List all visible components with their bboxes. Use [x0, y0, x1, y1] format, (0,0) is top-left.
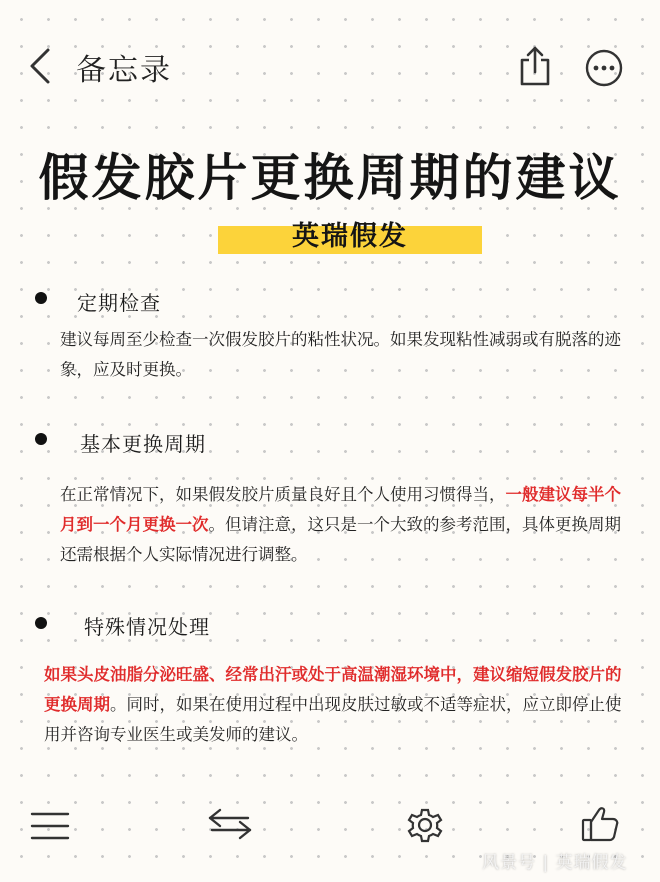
- section-paragraph: [44, 660, 636, 750]
- section-paragraph: [60, 480, 634, 570]
- bullet-point: [35, 617, 47, 629]
- chevron-left-icon[interactable]: [26, 46, 56, 86]
- section-paragraph: [60, 325, 634, 385]
- top-bar: [0, 36, 660, 96]
- swap-icon[interactable]: [206, 804, 254, 844]
- bullet-point: [35, 433, 47, 445]
- thumbs-up-icon[interactable]: [580, 802, 620, 844]
- section-heading: 定期检查: [77, 291, 161, 315]
- highlighted-text: 如果头皮油脂分泌旺盛、经常出汗或处于高温潮湿环境中，建议缩短假发胶片的更换周期: [44, 665, 622, 714]
- bottom-toolbar: [0, 800, 660, 850]
- more-horizontal-icon[interactable]: [584, 48, 624, 88]
- brand-label: 英瑞假发: [292, 221, 408, 252]
- bullet-point: [35, 292, 47, 304]
- app-title: 备忘录: [76, 53, 172, 88]
- paragraph-text: 建议每周至少检查一次假发胶片的粘性状况。如果发现粘性减弱或有脱落的迹象，应及时更换。: [60, 330, 621, 379]
- paragraph-text: 在正常情况下，如果假发胶片质量良好且个人使用习惯得当，: [60, 485, 506, 504]
- paragraph-text: 。同时，如果在使用过程中出现皮肤过敏或不适等症状，应立即停止使用并咨询专业医生或美发师的建议。: [44, 695, 622, 744]
- highlighted-text: 一般建议每半个月到一个月更换一次: [60, 485, 621, 534]
- gear-icon[interactable]: [404, 804, 446, 846]
- menu-icon[interactable]: [30, 808, 70, 844]
- section-heading: 基本更换周期: [80, 432, 206, 456]
- note-title: 假发胶片更换周期的建议: [38, 149, 622, 207]
- paragraph-text: 。但请注意，这只是一个大致的参考范围，具体更换周期还需根据个人实际情况进行调整。: [60, 515, 621, 564]
- share-icon[interactable]: [516, 44, 554, 88]
- watermark: 风景号 | 英瑞假发: [482, 853, 628, 873]
- section-heading: 特殊情况处理: [84, 615, 210, 639]
